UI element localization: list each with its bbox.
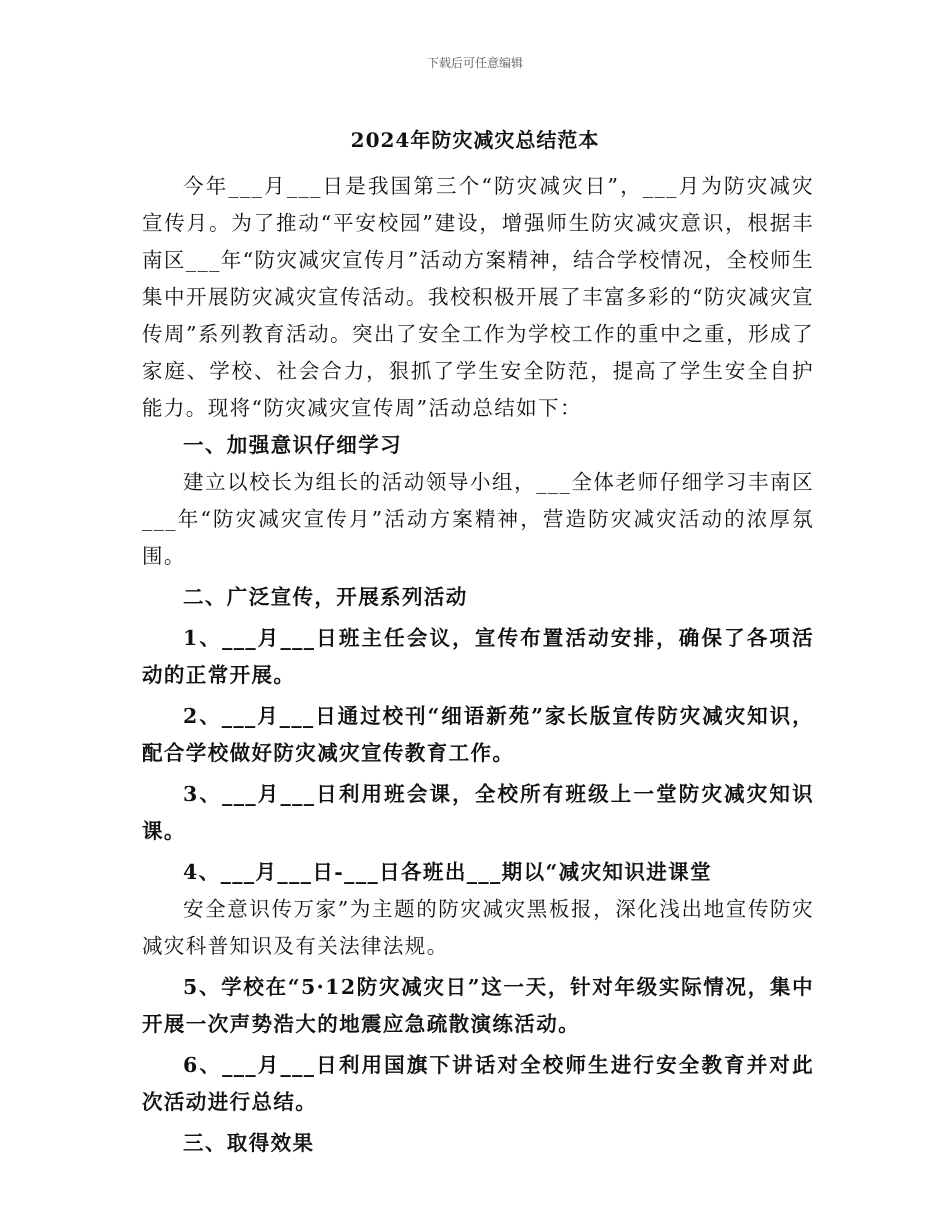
intro-paragraph: 今年___月___日是我国第三个“防灾减灾日”，___月为防灾减灾宣传月。为了推动“平安校园”建设，增强师生防灾减灾意识，根据丰南区___年“防灾减灾宣传月”活动方案精神，结合学校情况，全校师生集中开展防灾减灾宣传活动。我校积极开展了丰富多彩的“防灾减灾宣传周”系列教育活动。突出了安全工作为学校工作的重中之重，形成了家庭、学校、社会合力，狠抓了学生安全防范，提高了学生安全自护能力。现将“防灾减灾宣传周”活动总结如下： — [142, 174, 814, 420]
section-heading-1: 一、加强意识仔细学习 — [183, 433, 402, 457]
section-heading-3: 三、取得效果 — [183, 1131, 315, 1155]
list-item-4-continuation: 安全意识传万家”为主题的防灾减灾黑板报，深化浅出地宣传防灾减灾科普知识及有关法律法规。 — [142, 897, 814, 958]
list-item-6: 6、___月___日利用国旗下讲话对全校师生进行安全教育并对此次活动进行总结。 — [142, 1053, 814, 1114]
section-1-paragraph: 建立以校长为组长的活动领导小组，___全体老师仔细学习丰南区___年“防灾减灾宣传月”活动方案精神，营造防灾减灾活动的浓厚氛围。 — [142, 470, 814, 568]
list-item-1: 1、___月___日班主任会议，宣传布置活动安排，确保了各项活动的正常开展。 — [142, 626, 814, 687]
document-body — [142, 168, 814, 1162]
list-item-2: 2、___月___日通过校刊“细语新苑”家长版宣传防灾减灾知识，配合学校做好防灾减灾宣传教育工作。 — [142, 704, 814, 765]
list-item-4: 4、___月___日-___日各班出___期以“减灾知识进课堂 — [183, 860, 712, 884]
list-item-3: 3、___月___日利用班会课，全校所有班级上一堂防灾减灾知识课。 — [142, 782, 814, 843]
section-heading-2: 二、广泛宣传，开展系列活动 — [183, 585, 468, 609]
document-title: 2024年防灾减灾总结范本 — [350, 128, 600, 152]
header-note: 下载后可任意编辑 — [426, 56, 523, 70]
list-item-5: 5、学校在“5·12防灾减灾日”这一天，针对年级实际情况，集中开展一次声势浩大的地震应急疏散演练活动。 — [142, 975, 814, 1036]
